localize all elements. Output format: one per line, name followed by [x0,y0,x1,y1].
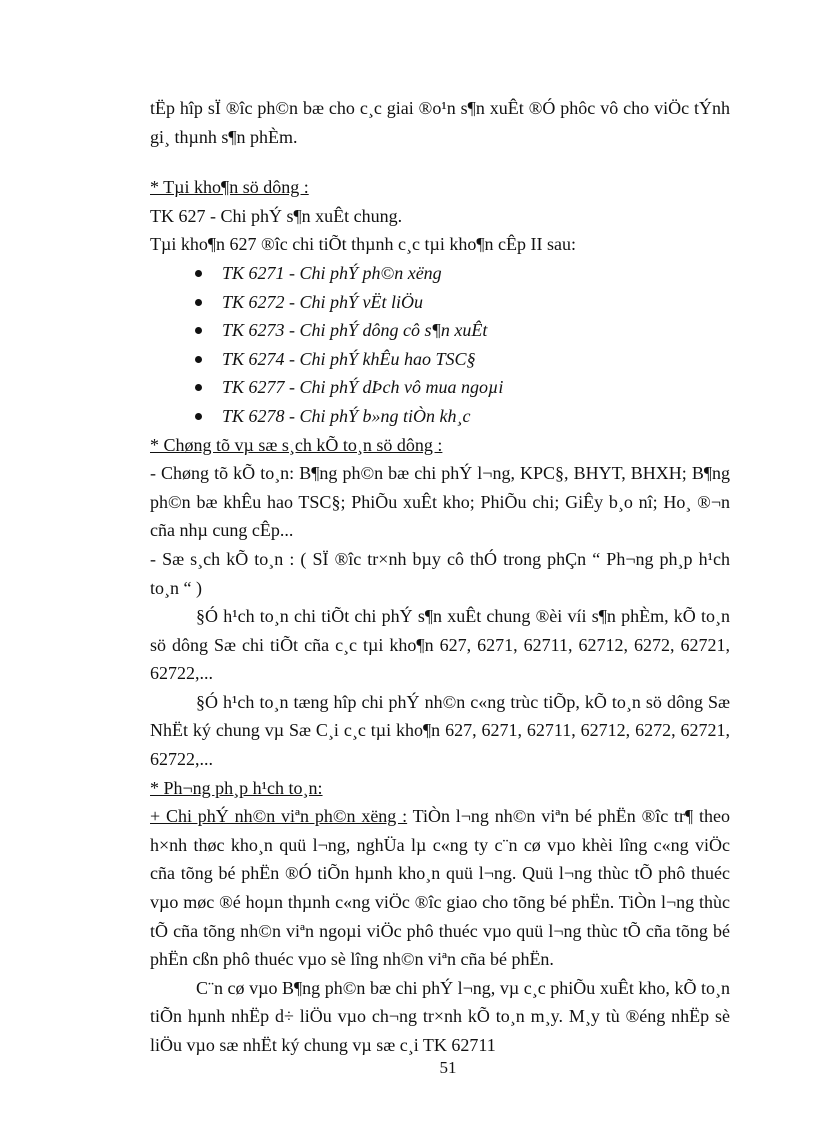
list-item [195,259,730,288]
bullet-icon [195,384,202,391]
bullet-icon [195,413,202,420]
bullet-icon [195,327,202,334]
body-text [150,94,730,1060]
staff-cost-heading: + Chi phÝ nh©n viªn ph©n xëng : [150,806,408,827]
paragraph-intro: tËp hîp sÏ ®îc ph©n bæ cho c¸c giai ®o¹n s¶n xuÊt ®Ó phôc vô cho viÖc tÝnh gi¸ thµnh s¶n phÈm. [150,98,730,147]
bullet-icon [195,299,202,306]
list-item [195,316,730,345]
heading-method: * Ph¬ng ph¸p h¹ch to¸n: [150,777,323,798]
paragraph-detail: §Ó h¹ch to¸n chi tiÕt chi phÝ s¶n xuÊt chung ®èi víi s¶n phÈm, kÕ to¸n sö dông Sæ chi tiÕt cña c¸c tµi kho¶n 627, 6271, 62711, 62712, 6272, 62721, 62722,... [150,606,730,684]
list-item [195,345,730,374]
paragraph-vouchers: - Chøng tõ kÕ to¸n: B¶ng ph©n bæ chi phÝ l¬ng, KPC§, BHYT, BHXH; B¶ng ph©n bæ khÊu hao TSC§; PhiÕu xuÊt kho; PhiÕu chi; GiÊy b¸o nî; Ho¸ ®¬n cña nhµ cung cÊp... [150,463,730,541]
heading-accounts: * Tµi kho¶n sö dông : [150,177,309,198]
list-item-text: TK 6274 - Chi phÝ khÊu hao TSC§ [222,348,476,369]
heading-documents: * Chøng tõ vµ sæ s¸ch kÕ to¸n sö dông : [150,434,443,455]
bullet-icon [195,356,202,363]
list-item-text: TK 6273 - Chi phÝ dông cô s¶n xuÊt [222,320,488,341]
paragraph-staff-cost [150,802,730,974]
paragraph-books: - Sæ s¸ch kÕ to¸n : ( SÏ ®îc tr×nh bµy cô thÓ trong phÇn “ Ph¬ng ph¸p h¹ch to¸n “ ) [150,548,730,598]
list-item-text: TK 6272 - Chi phÝ vËt liÖu [222,291,424,312]
paragraph-summary: §Ó h¹ch to¸n tæng hîp chi phÝ nh©n c«ng trùc tiÕp, kÕ to¸n sö dông Sæ NhËt ký chung vµ Sæ C¸i c¸c tµi kho¶n 627, 6271, 62711, 62712, 6272, 62721, 62722,... [150,691,730,770]
list-item-text: TK 6271 - Chi phÝ ph©n xëng [222,262,442,283]
spacer [150,151,730,173]
paragraph-tk627: TK 627 - Chi phÝ s¶n xuÊt chung. [150,205,403,226]
bullet-icon [195,270,202,277]
staff-cost-body: TiÒn l¬ng nh©n viªn bé phËn ®îc tr¶ theo h×nh thøc kho¸n quü l¬ng, nghÜa lµ c«ng ty c¨n cø vµo khèi lîng c«ng viÖc cña tõng bé phËn ®Ó tiÕn hµnh kho¸n quü l¬ng. Quü l¬ng thùc tÕ phô thuéc vµo møc ®é hoµn thµnh c«ng viÖc ®îc giao cho tõng bé phËn. TiÒn l¬ng thùc tÕ cña tõng nh©n viªn ngoµi viÖc phô thuéc vµo quü l¬ng thùc tÕ cña tõng bé phËn cßn phô thuéc vµo sè lîng nh©n viªn cña bé phËn. [150,806,731,970]
list-item-text: TK 6278 - Chi phÝ b»ng tiÒn kh¸c [222,405,471,426]
list-item [195,373,730,402]
list-item-text: TK 6277 - Chi phÝ dÞch vô mua ngoµi [222,377,504,398]
paragraph-data-entry: C¨n cø vµo B¶ng ph©n bæ chi phÝ l¬ng, vµ c¸c phiÕu xuÊt kho, kÕ to¸n tiÕn hµnh nhËp d÷ liÖu vµo ch¬ng tr×nh kÕ to¸n m¸y. M¸y tù ®éng nhËp sè liÖu vµo sæ nhËt ký chung vµ sæ c¸i TK 62711 [150,977,730,1055]
page-number: 51 [439,1058,457,1077]
subaccount-list [150,259,730,431]
list-item [195,288,730,317]
list-item [195,402,730,431]
paragraph-subaccounts: Tµi kho¶n 627 ®îc chi tiÕt thµnh c¸c tµi kho¶n cÊp II sau: [150,234,577,255]
